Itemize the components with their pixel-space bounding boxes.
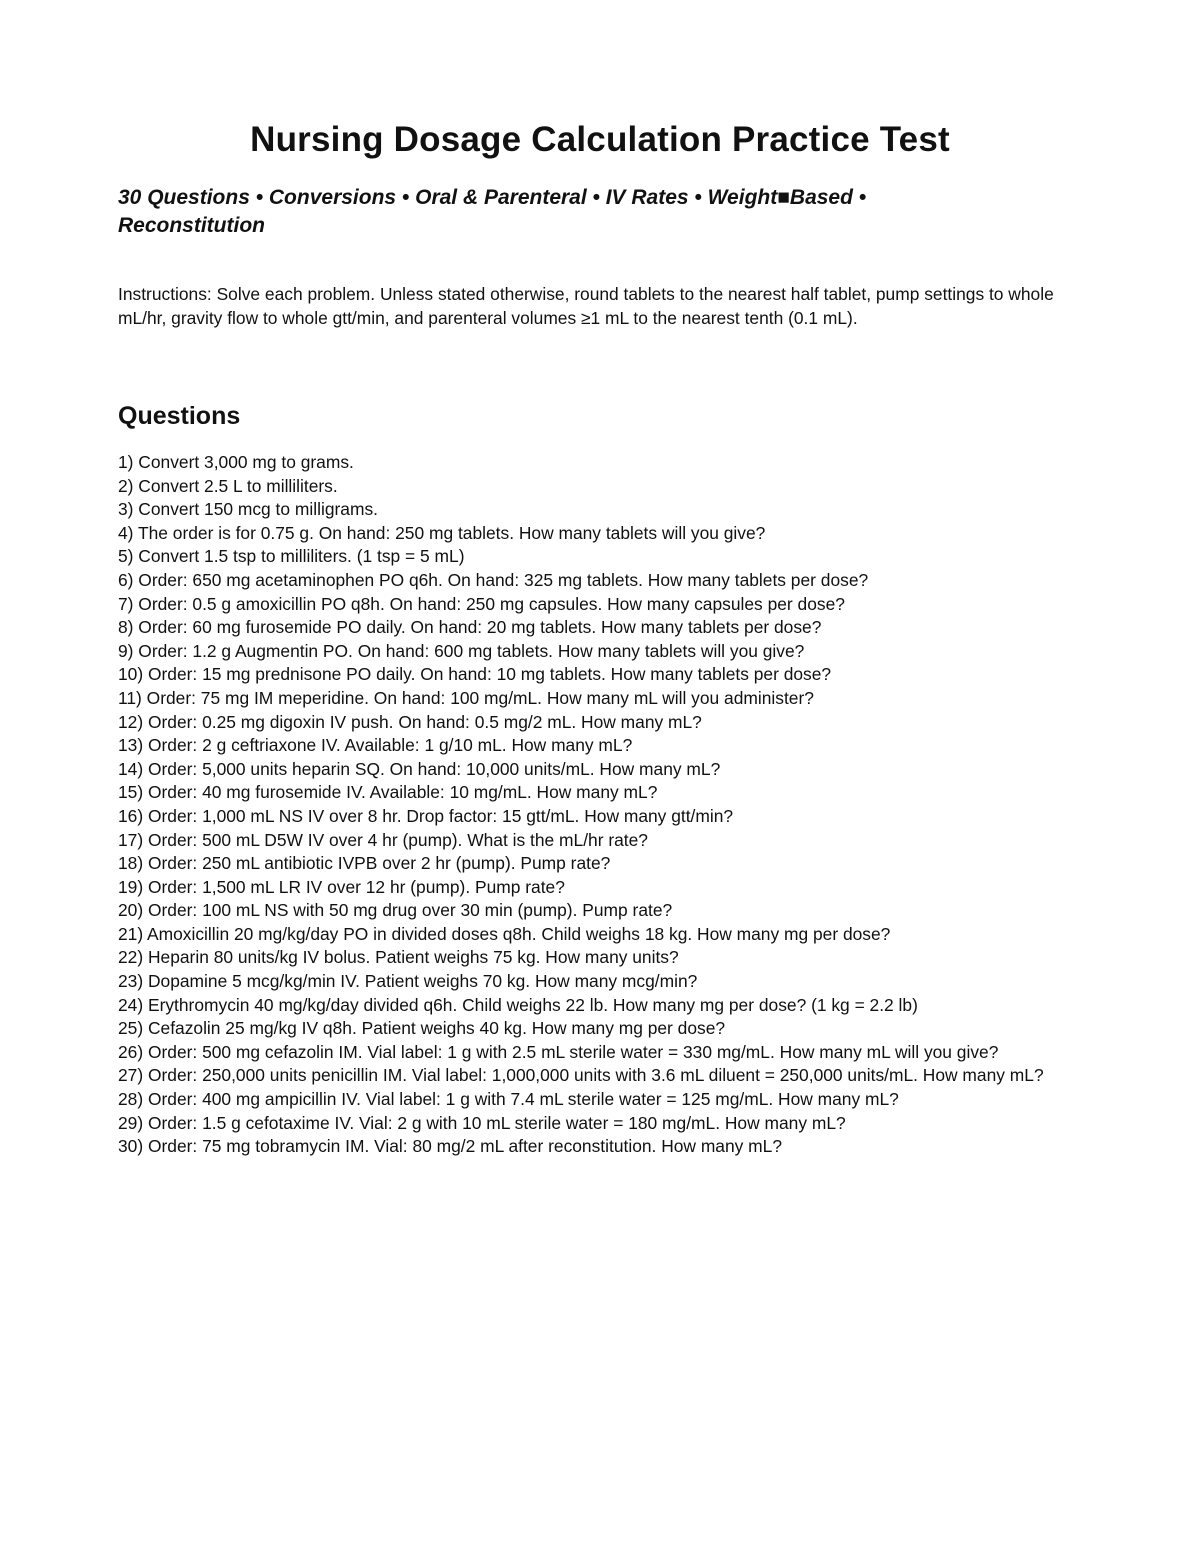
question-item: 26) Order: 500 mg cefazolin IM. Vial label: 1 g with 2.5 mL sterile water = 330 mg/mL. How many mL will you give? (118, 1041, 999, 1062)
question-item: 4) The order is for 0.75 g. On hand: 250 mg tablets. How many tablets will you give? (118, 522, 766, 543)
question-item: 17) Order: 500 mL D5W IV over 4 hr (pump). What is the mL/hr rate? (118, 829, 648, 850)
question-item: 7) Order: 0.5 g amoxicillin PO q8h. On hand: 250 mg capsules. How many capsules per dose? (118, 593, 845, 614)
question-item: 13) Order: 2 g ceftriaxone IV. Available: 1 g/10 mL. How many mL? (118, 735, 633, 756)
instructions: Instructions: Solve each problem. Unless stated otherwise, round tablets to the nearest half tablet, pump settings to whole mL/hr, gravity flow to whole gtt/min, and parenteral volumes ≥1 mL to the nearest tenth (0.1 mL). (118, 284, 1054, 328)
question-item: 2) Convert 2.5 L to milliliters. (118, 475, 338, 496)
question-item: 23) Dopamine 5 mcg/kg/min IV. Patient weighs 70 kg. How many mcg/min? (118, 971, 698, 992)
question-item: 29) Order: 1.5 g cefotaxime IV. Vial: 2 g with 10 mL sterile water = 180 mg/mL. How many mL? (118, 1112, 846, 1133)
question-item: 19) Order: 1,500 mL LR IV over 12 hr (pump). Pump rate? (118, 876, 565, 897)
question-item: 15) Order: 40 mg furosemide IV. Available: 10 mg/mL. How many mL? (118, 782, 658, 803)
question-item: 30) Order: 75 mg tobramycin IM. Vial: 80 mg/2 mL after reconstitution. How many mL? (118, 1136, 783, 1157)
question-item: 28) Order: 400 mg ampicillin IV. Vial label: 1 g with 7.4 mL sterile water = 125 mg/mL. How many mL? (118, 1089, 899, 1110)
question-item: 24) Erythromycin 40 mg/kg/day divided q6h. Child weighs 22 lb. How many mg per dose? (1 kg = 2.2 lb) (118, 994, 918, 1015)
question-item: 9) Order: 1.2 g Augmentin PO. On hand: 600 mg tablets. How many tablets will you give? (118, 640, 805, 661)
question-item: 18) Order: 250 mL antibiotic IVPB over 2 hr (pump). Pump rate? (118, 853, 611, 874)
question-item: 10) Order: 15 mg prednisone PO daily. On hand: 10 mg tablets. How many tablets per dose? (118, 664, 832, 685)
question-item: 5) Convert 1.5 tsp to milliliters. (1 tsp = 5 mL) (118, 546, 465, 567)
question-item: 25) Cefazolin 25 mg/kg IV q8h. Patient weighs 40 kg. How many mg per dose? (118, 1018, 726, 1039)
question-item: 8) Order: 60 mg furosemide PO daily. On hand: 20 mg tablets. How many tablets per dose? (118, 617, 822, 638)
page-title: Nursing Dosage Calculation Practice Test (250, 120, 950, 159)
question-item: 21) Amoxicillin 20 mg/kg/day PO in divided doses q8h. Child weighs 18 kg. How many mg per dose? (118, 923, 891, 944)
question-item: 22) Heparin 80 units/kg IV bolus. Patient weighs 75 kg. How many units? (118, 947, 679, 968)
question-item: 16) Order: 1,000 mL NS IV over 8 hr. Drop factor: 15 gtt/mL. How many gtt/min? (118, 805, 734, 826)
question-item: 6) Order: 650 mg acetaminophen PO q6h. On hand: 325 mg tablets. How many tablets per dose? (118, 569, 869, 590)
question-item: 1) Convert 3,000 mg to grams. (118, 452, 354, 472)
question-item: 11) Order: 75 mg IM meperidine. On hand: 100 mg/mL. How many mL will you administer? (118, 687, 814, 708)
question-item: 12) Order: 0.25 mg digoxin IV push. On hand: 0.5 mg/2 mL. How many mL? (118, 711, 702, 732)
subtitle: 30 Questions • Conversions • Oral & Parenteral • IV Rates • Weight■Based • Reconstitution (118, 186, 867, 237)
question-item: 3) Convert 150 mcg to milligrams. (118, 499, 378, 520)
question-item: 14) Order: 5,000 units heparin SQ. On hand: 10,000 units/mL. How many mL? (118, 758, 721, 779)
questions-list (118, 451, 1073, 1159)
questions-heading: Questions (118, 402, 241, 430)
question-item: 20) Order: 100 mL NS with 50 mg drug over 30 min (pump). Pump rate? (118, 900, 673, 921)
question-item: 27) Order: 250,000 units penicillin IM. Vial label: 1,000,000 units with 3.6 mL diluent = 250,000 units/mL. How many mL? (118, 1065, 1044, 1086)
